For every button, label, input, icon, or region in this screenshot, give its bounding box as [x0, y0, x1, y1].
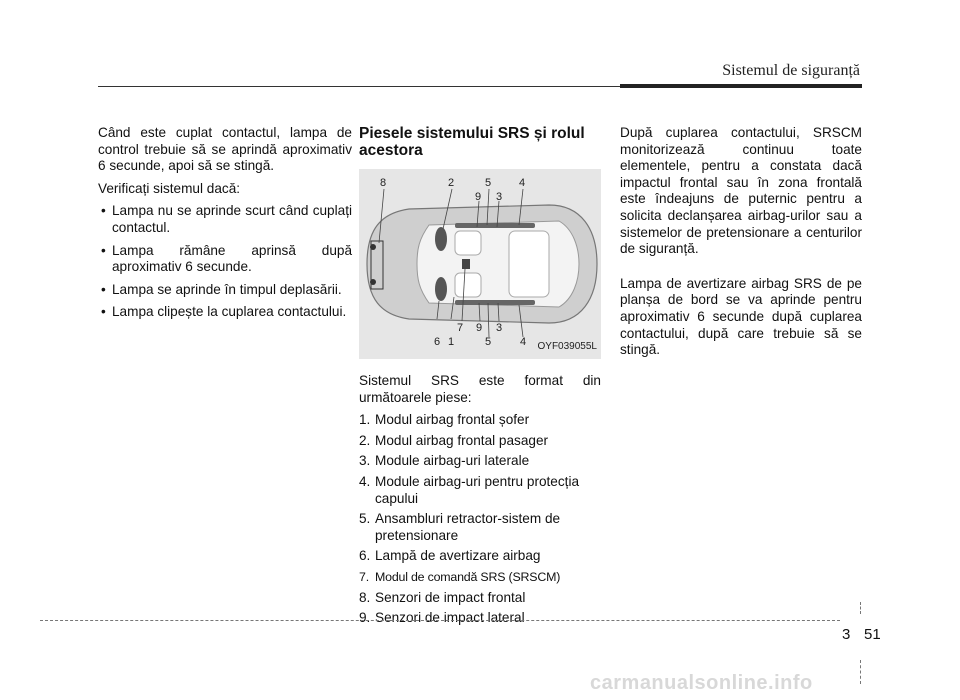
list-item: 6. Lampă de avertizare airbag	[359, 548, 541, 564]
list-item: 2. Modul airbag frontal pasager	[359, 432, 549, 448]
list-item: 3. Module airbag-uri laterale	[359, 453, 530, 469]
callout-2: 2	[448, 177, 455, 189]
footer-divider-top	[860, 602, 861, 614]
figure-code: OYF039055L	[537, 341, 597, 353]
footer-divider-bottom	[860, 660, 861, 684]
check-label: Verificați sistemul dacă:	[98, 180, 241, 196]
list-item: • Lampa rămâne aprinsă după aproximativ 6 secunde.	[101, 242, 352, 275]
footer-rule	[40, 620, 840, 621]
watermark: carmanualsonline.info	[590, 672, 813, 694]
list-item: 1. Modul airbag frontal șofer	[359, 412, 530, 428]
callout-3b: 3	[496, 322, 503, 334]
car-airbag-illustration	[359, 169, 601, 359]
callout-4: 4	[519, 177, 526, 189]
callout-3: 3	[496, 191, 503, 203]
column-left	[98, 125, 352, 327]
section-number: 3	[842, 626, 851, 643]
warning-lamp-paragraph: Lampa de avertizare airbag SRS de pe planșa de bord se va aprinde pentru aproximativ 6 secunde după cuplarea contactului, după care trebuie să se stingă.	[620, 275, 862, 358]
column-middle	[359, 125, 601, 631]
callout-7: 7	[457, 322, 464, 334]
list-item: • Lampa clipește la cuplarea contactului.	[101, 304, 347, 320]
header-rule-accent	[620, 84, 862, 88]
check-list	[98, 203, 352, 321]
list-item: 4. Module airbag-uri pentru protecția capului	[359, 473, 580, 506]
callout-9b: 9	[476, 322, 483, 334]
callout-8: 8	[380, 177, 387, 189]
callout-5b: 5	[485, 336, 492, 348]
list-item: • Lampa nu se aprinde scurt când cuplați contactul.	[101, 203, 352, 235]
bullet-icon: •	[101, 203, 106, 219]
list-item: • Lampa se aprinde în timpul deplasării.	[101, 281, 342, 297]
monitoring-paragraph: După cuplarea contactului, SRSCM monitorizează continuu toate elementele, pentru a constata dacă impactul frontal sau în zona frontală este îndeajuns de puternic pentru a solicita declanșarea airbag-urilor sau a sistemelor de pretensionare a centurilor de siguranță.	[620, 125, 862, 257]
bullet-icon: •	[101, 242, 106, 258]
callout-1: 1	[448, 336, 455, 348]
parts-list	[359, 412, 601, 627]
intro-paragraph: Când este cuplat contactul, lampa de control trebuie să se aprindă aproximativ 6 secunde, apoi să se stingă.	[98, 125, 352, 174]
callout-6: 6	[434, 336, 441, 348]
list-item: 7. Modul de comandă SRS (SRSCM)	[359, 569, 561, 584]
page-header-title: Sistemul de siguranță	[722, 62, 860, 79]
callout-9: 9	[475, 191, 482, 203]
column-right	[620, 125, 862, 359]
bullet-icon: •	[101, 304, 106, 320]
list-item: 5. Ansambluri retractor-sistem de pretensionare	[359, 511, 561, 543]
bullet-icon: •	[101, 281, 106, 297]
parts-intro: Sistemul SRS este format din următoarele piese:	[359, 373, 601, 405]
section-heading: Piesele sistemului SRS și rolul acestora	[359, 125, 585, 159]
page-number: 51	[864, 626, 881, 643]
list-item: 8. Senzori de impact frontal	[359, 589, 526, 605]
list-item: 9. Senzori de impact lateral	[359, 610, 525, 626]
callout-4b: 4	[520, 336, 527, 348]
callout-5: 5	[485, 177, 492, 189]
srs-diagram	[359, 169, 601, 359]
